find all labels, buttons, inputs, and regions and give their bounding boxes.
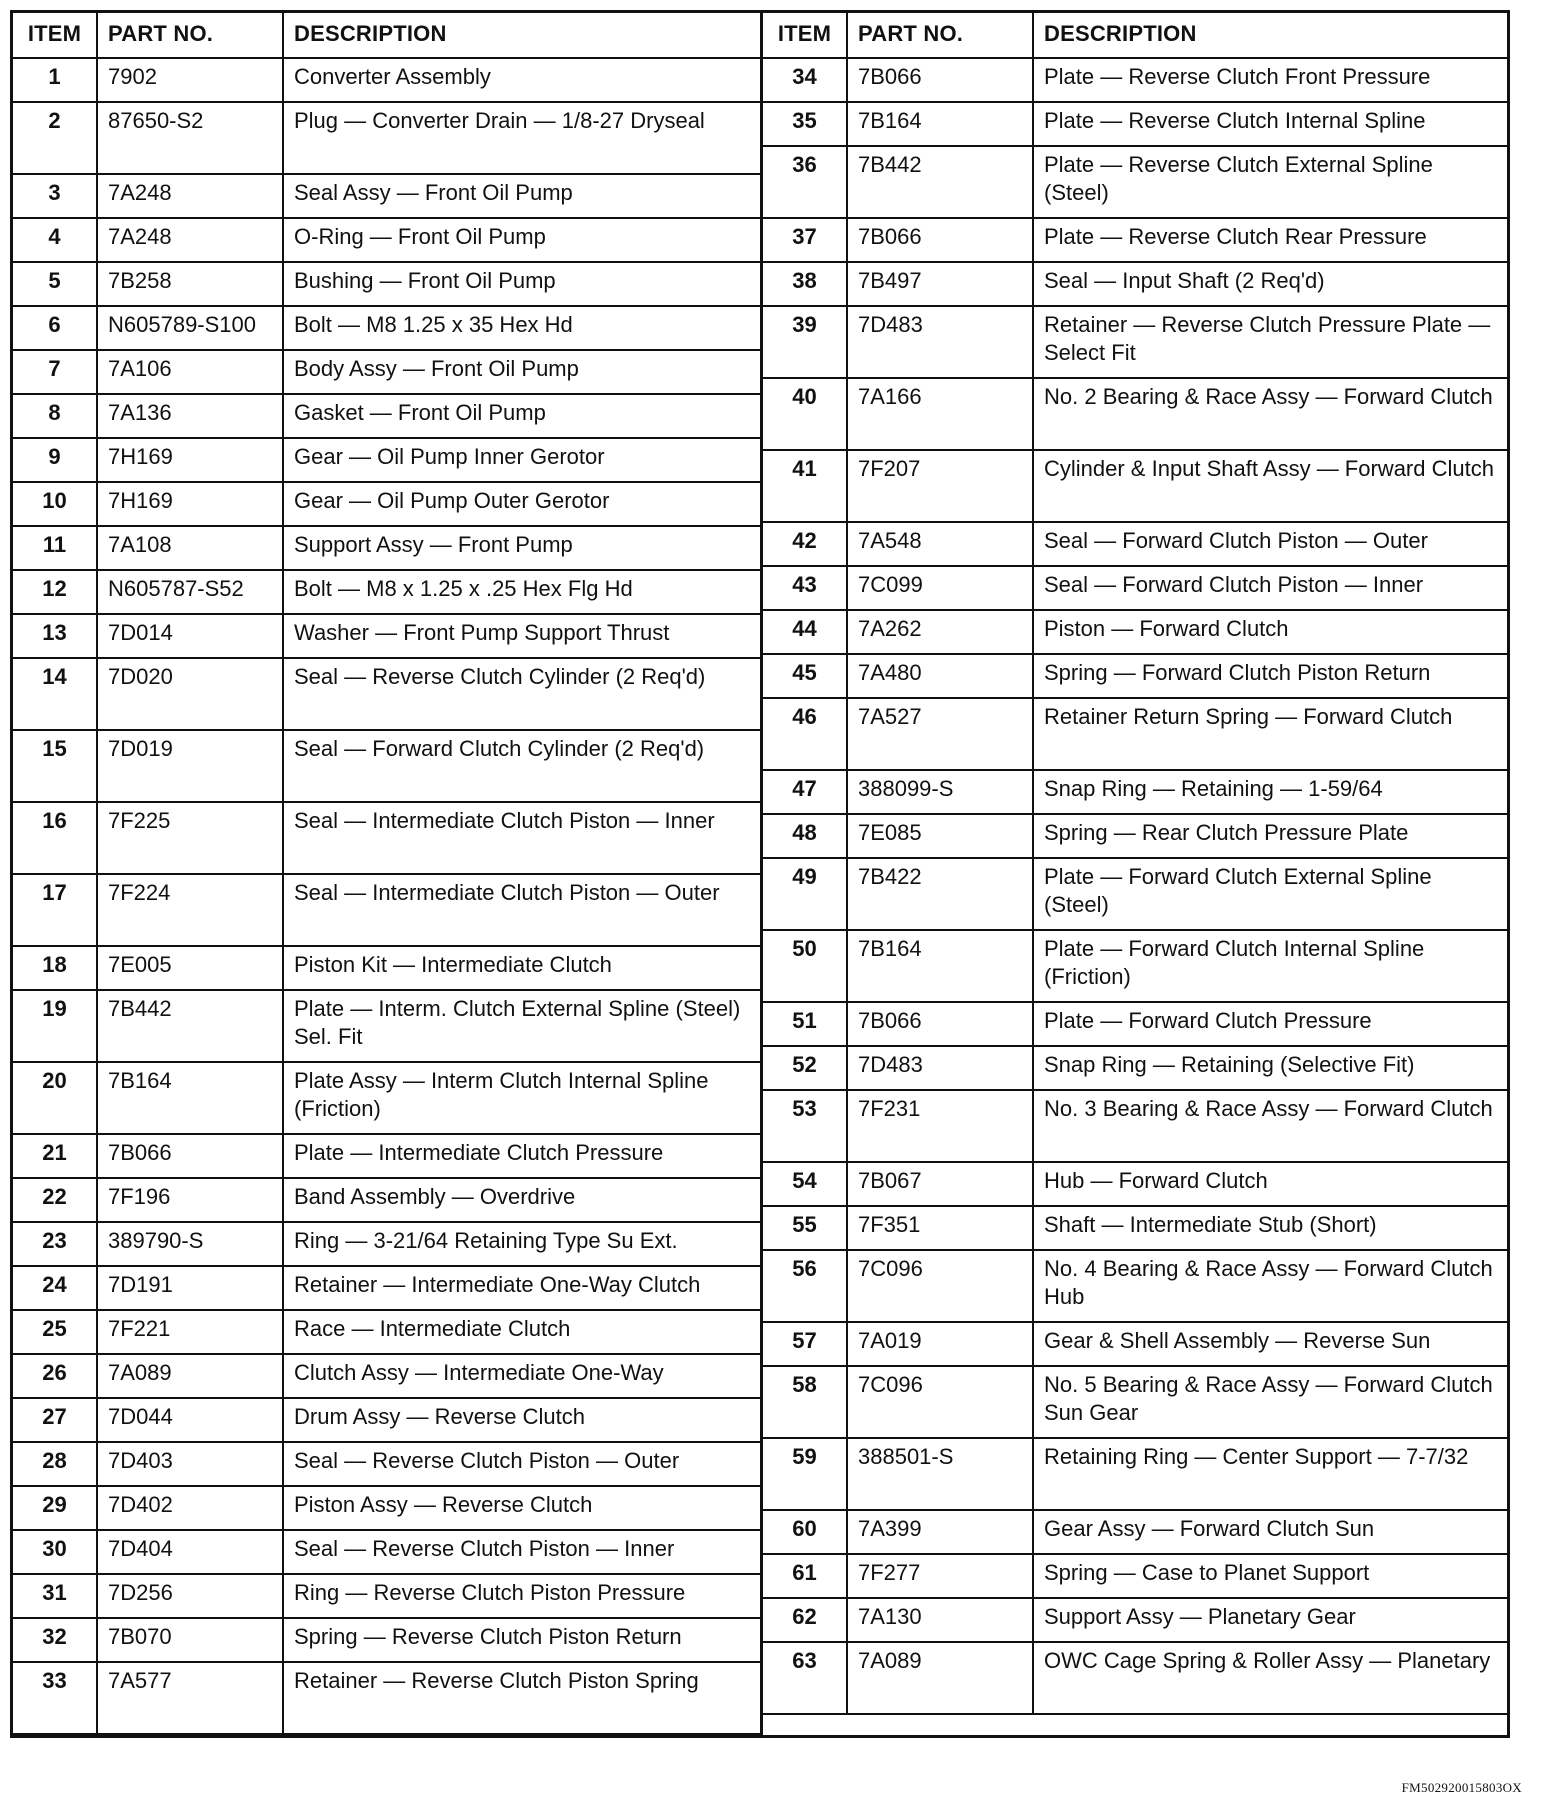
part-no-cell: 7B497 bbox=[847, 262, 1033, 306]
table-row bbox=[13, 946, 760, 990]
description-cell: Converter Assembly bbox=[283, 58, 760, 102]
table-row bbox=[13, 350, 760, 394]
table-header-row bbox=[13, 13, 760, 58]
description-cell: Plate — Intermediate Clutch Pressure bbox=[283, 1134, 760, 1178]
description-cell: Seal — Input Shaft (2 Req'd) bbox=[1033, 262, 1507, 306]
description-cell: Plate Assy — Interm Clutch Internal Spline (Friction) bbox=[283, 1062, 760, 1134]
description-cell: Plate — Reverse Clutch Internal Spline bbox=[1033, 102, 1507, 146]
description-cell: Seal — Reverse Clutch Piston — Outer bbox=[283, 1442, 760, 1486]
description-cell: Plate — Forward Clutch External Spline (Steel) bbox=[1033, 858, 1507, 930]
part-no-cell: 7A019 bbox=[847, 1322, 1033, 1366]
header-item: ITEM bbox=[763, 13, 847, 58]
table-row bbox=[763, 102, 1507, 146]
description-cell: Shaft — Intermediate Stub (Short) bbox=[1033, 1206, 1507, 1250]
table-row bbox=[13, 1178, 760, 1222]
description-cell: Drum Assy — Reverse Clutch bbox=[283, 1398, 760, 1442]
item-cell: 9 bbox=[13, 438, 97, 482]
item-cell: 49 bbox=[763, 858, 847, 930]
figure-code: FM502920015803OX bbox=[1401, 1780, 1522, 1795]
part-no-cell: 7A480 bbox=[847, 654, 1033, 698]
table-row bbox=[13, 218, 760, 262]
description-cell: No. 3 Bearing & Race Assy — Forward Clutch bbox=[1033, 1090, 1507, 1162]
item-cell: 12 bbox=[13, 570, 97, 614]
part-no-cell: 7B442 bbox=[97, 990, 283, 1062]
item-cell: 25 bbox=[13, 1310, 97, 1354]
table-row bbox=[13, 570, 760, 614]
item-cell: 36 bbox=[763, 146, 847, 218]
description-cell: Seal — Forward Clutch Cylinder (2 Req'd) bbox=[283, 730, 760, 802]
item-cell: 40 bbox=[763, 378, 847, 450]
table-row bbox=[763, 858, 1507, 930]
table-row bbox=[13, 874, 760, 946]
part-no-cell: 7B258 bbox=[97, 262, 283, 306]
description-cell: Piston Kit — Intermediate Clutch bbox=[283, 946, 760, 990]
table-row bbox=[13, 394, 760, 438]
parts-table-left bbox=[13, 13, 760, 1735]
description-cell: Hub — Forward Clutch bbox=[1033, 1162, 1507, 1206]
header-description: DESCRIPTION bbox=[283, 13, 760, 58]
part-no-cell: 7F196 bbox=[97, 1178, 283, 1222]
description-cell: Snap Ring — Retaining (Selective Fit) bbox=[1033, 1046, 1507, 1090]
item-cell: 43 bbox=[763, 566, 847, 610]
table-header-row bbox=[763, 13, 1507, 58]
item-cell: 41 bbox=[763, 450, 847, 522]
description-cell: Plate — Reverse Clutch Front Pressure bbox=[1033, 58, 1507, 102]
table-row bbox=[763, 450, 1507, 522]
table-row bbox=[763, 262, 1507, 306]
item-cell: 14 bbox=[13, 658, 97, 730]
description-cell: Gear Assy — Forward Clutch Sun bbox=[1033, 1510, 1507, 1554]
table-row bbox=[13, 174, 760, 218]
parts-table-right bbox=[763, 13, 1507, 1715]
part-no-cell: 7D483 bbox=[847, 1046, 1033, 1090]
item-cell: 37 bbox=[763, 218, 847, 262]
description-cell: Gasket — Front Oil Pump bbox=[283, 394, 760, 438]
item-cell: 42 bbox=[763, 522, 847, 566]
table-row bbox=[763, 1002, 1507, 1046]
part-no-cell: 7D256 bbox=[97, 1574, 283, 1618]
description-cell: Band Assembly — Overdrive bbox=[283, 1178, 760, 1222]
table-row bbox=[763, 1162, 1507, 1206]
part-no-cell: 7A130 bbox=[847, 1598, 1033, 1642]
part-no-cell: 7D019 bbox=[97, 730, 283, 802]
part-no-cell: 7A248 bbox=[97, 174, 283, 218]
table-row bbox=[13, 306, 760, 350]
part-no-cell: 7B164 bbox=[847, 930, 1033, 1002]
item-cell: 39 bbox=[763, 306, 847, 378]
table-row bbox=[763, 1046, 1507, 1090]
table-row bbox=[763, 146, 1507, 218]
description-cell: Retainer — Reverse Clutch Piston Spring bbox=[283, 1662, 760, 1734]
item-cell: 59 bbox=[763, 1438, 847, 1510]
parts-list-sheet bbox=[10, 10, 1510, 1738]
part-no-cell: 7C096 bbox=[847, 1366, 1033, 1438]
part-no-cell: 7A577 bbox=[97, 1662, 283, 1734]
item-cell: 56 bbox=[763, 1250, 847, 1322]
description-cell: Plate — Interm. Clutch External Spline (Steel) Sel. Fit bbox=[283, 990, 760, 1062]
table-row bbox=[13, 1398, 760, 1442]
table-row bbox=[13, 102, 760, 174]
table-row bbox=[13, 1574, 760, 1618]
part-no-cell: 7D014 bbox=[97, 614, 283, 658]
item-cell: 18 bbox=[13, 946, 97, 990]
table-row bbox=[13, 1618, 760, 1662]
part-no-cell: 7A262 bbox=[847, 610, 1033, 654]
part-no-cell: N605787-S52 bbox=[97, 570, 283, 614]
item-cell: 35 bbox=[763, 102, 847, 146]
table-row bbox=[13, 1310, 760, 1354]
item-cell: 20 bbox=[13, 1062, 97, 1134]
description-cell: Gear — Oil Pump Inner Gerotor bbox=[283, 438, 760, 482]
item-cell: 19 bbox=[13, 990, 97, 1062]
description-cell: Plate — Reverse Clutch External Spline (Steel) bbox=[1033, 146, 1507, 218]
part-no-cell: 7F221 bbox=[97, 1310, 283, 1354]
item-cell: 47 bbox=[763, 770, 847, 814]
part-no-cell: 388099-S bbox=[847, 770, 1033, 814]
description-cell: Ring — Reverse Clutch Piston Pressure bbox=[283, 1574, 760, 1618]
part-no-cell: 388501-S bbox=[847, 1438, 1033, 1510]
description-cell: Gear & Shell Assembly — Reverse Sun bbox=[1033, 1322, 1507, 1366]
part-no-cell: 7F277 bbox=[847, 1554, 1033, 1598]
table-row bbox=[13, 1486, 760, 1530]
table-row bbox=[13, 1530, 760, 1574]
part-no-cell: 7A089 bbox=[97, 1354, 283, 1398]
table-row bbox=[763, 698, 1507, 770]
description-cell: Seal — Forward Clutch Piston — Inner bbox=[1033, 566, 1507, 610]
table-row bbox=[763, 1642, 1507, 1714]
table-row bbox=[763, 566, 1507, 610]
table-row bbox=[13, 526, 760, 570]
part-no-cell: 7A106 bbox=[97, 350, 283, 394]
item-cell: 57 bbox=[763, 1322, 847, 1366]
item-cell: 1 bbox=[13, 58, 97, 102]
part-no-cell: 7A166 bbox=[847, 378, 1033, 450]
part-no-cell: 7F224 bbox=[97, 874, 283, 946]
description-cell: Plug — Converter Drain — 1/8-27 Dryseal bbox=[283, 102, 760, 174]
description-cell: Piston — Forward Clutch bbox=[1033, 610, 1507, 654]
item-cell: 13 bbox=[13, 614, 97, 658]
item-cell: 10 bbox=[13, 482, 97, 526]
item-cell: 29 bbox=[13, 1486, 97, 1530]
table-row bbox=[763, 1598, 1507, 1642]
item-cell: 5 bbox=[13, 262, 97, 306]
table-row bbox=[763, 306, 1507, 378]
part-no-cell: 7B067 bbox=[847, 1162, 1033, 1206]
item-cell: 17 bbox=[13, 874, 97, 946]
description-cell: OWC Cage Spring & Roller Assy — Planetary bbox=[1033, 1642, 1507, 1714]
part-no-cell: 7B066 bbox=[97, 1134, 283, 1178]
table-row bbox=[763, 1090, 1507, 1162]
table-row bbox=[763, 1250, 1507, 1322]
description-cell: No. 4 Bearing & Race Assy — Forward Clutch Hub bbox=[1033, 1250, 1507, 1322]
table-row bbox=[13, 730, 760, 802]
item-cell: 60 bbox=[763, 1510, 847, 1554]
description-cell: Race — Intermediate Clutch bbox=[283, 1310, 760, 1354]
description-cell: Plate — Reverse Clutch Rear Pressure bbox=[1033, 218, 1507, 262]
table-row bbox=[763, 378, 1507, 450]
description-cell: Plate — Forward Clutch Pressure bbox=[1033, 1002, 1507, 1046]
part-no-cell: 7B070 bbox=[97, 1618, 283, 1662]
description-cell: Seal Assy — Front Oil Pump bbox=[283, 174, 760, 218]
item-cell: 3 bbox=[13, 174, 97, 218]
item-cell: 48 bbox=[763, 814, 847, 858]
description-cell: Ring — 3-21/64 Retaining Type Su Ext. bbox=[283, 1222, 760, 1266]
item-cell: 7 bbox=[13, 350, 97, 394]
part-no-cell: 7B066 bbox=[847, 58, 1033, 102]
item-cell: 63 bbox=[763, 1642, 847, 1714]
description-cell: Retainer Return Spring — Forward Clutch bbox=[1033, 698, 1507, 770]
item-cell: 21 bbox=[13, 1134, 97, 1178]
description-cell: Spring — Reverse Clutch Piston Return bbox=[283, 1618, 760, 1662]
table-row bbox=[763, 58, 1507, 102]
table-row bbox=[13, 262, 760, 306]
item-cell: 11 bbox=[13, 526, 97, 570]
part-no-cell: 7D403 bbox=[97, 1442, 283, 1486]
table-row bbox=[13, 1662, 760, 1734]
header-part-no: PART NO. bbox=[97, 13, 283, 58]
item-cell: 16 bbox=[13, 802, 97, 874]
part-no-cell: 7C099 bbox=[847, 566, 1033, 610]
description-cell: Clutch Assy — Intermediate One-Way bbox=[283, 1354, 760, 1398]
part-no-cell: 7E085 bbox=[847, 814, 1033, 858]
description-cell: Retainer — Intermediate One-Way Clutch bbox=[283, 1266, 760, 1310]
part-no-cell: 7F351 bbox=[847, 1206, 1033, 1250]
description-cell: Gear — Oil Pump Outer Gerotor bbox=[283, 482, 760, 526]
item-cell: 34 bbox=[763, 58, 847, 102]
table-row bbox=[763, 770, 1507, 814]
description-cell: No. 2 Bearing & Race Assy — Forward Clutch bbox=[1033, 378, 1507, 450]
table-row bbox=[13, 1222, 760, 1266]
part-no-cell: 7H169 bbox=[97, 482, 283, 526]
description-cell: Seal — Intermediate Clutch Piston — Inner bbox=[283, 802, 760, 874]
description-cell: Bolt — M8 1.25 x 35 Hex Hd bbox=[283, 306, 760, 350]
part-no-cell: 7B066 bbox=[847, 1002, 1033, 1046]
description-cell: Piston Assy — Reverse Clutch bbox=[283, 1486, 760, 1530]
part-no-cell: 7F207 bbox=[847, 450, 1033, 522]
table-row bbox=[13, 58, 760, 102]
description-cell: Plate — Forward Clutch Internal Spline (Friction) bbox=[1033, 930, 1507, 1002]
item-cell: 45 bbox=[763, 654, 847, 698]
part-no-cell: 7A248 bbox=[97, 218, 283, 262]
part-no-cell: 7D044 bbox=[97, 1398, 283, 1442]
table-row bbox=[763, 1554, 1507, 1598]
item-cell: 22 bbox=[13, 1178, 97, 1222]
description-cell: Seal — Reverse Clutch Piston — Inner bbox=[283, 1530, 760, 1574]
part-no-cell: 7F225 bbox=[97, 802, 283, 874]
item-cell: 23 bbox=[13, 1222, 97, 1266]
item-cell: 4 bbox=[13, 218, 97, 262]
item-cell: 52 bbox=[763, 1046, 847, 1090]
table-row bbox=[763, 218, 1507, 262]
item-cell: 31 bbox=[13, 1574, 97, 1618]
item-cell: 15 bbox=[13, 730, 97, 802]
description-cell: Seal — Intermediate Clutch Piston — Outer bbox=[283, 874, 760, 946]
table-row bbox=[13, 1266, 760, 1310]
item-cell: 38 bbox=[763, 262, 847, 306]
item-cell: 58 bbox=[763, 1366, 847, 1438]
description-cell: Bushing — Front Oil Pump bbox=[283, 262, 760, 306]
right-parts-column bbox=[763, 13, 1510, 1735]
header-part-no: PART NO. bbox=[847, 13, 1033, 58]
table-row bbox=[763, 654, 1507, 698]
item-cell: 61 bbox=[763, 1554, 847, 1598]
description-cell: O-Ring — Front Oil Pump bbox=[283, 218, 760, 262]
description-cell: Spring — Forward Clutch Piston Return bbox=[1033, 654, 1507, 698]
part-no-cell: 7A527 bbox=[847, 698, 1033, 770]
part-no-cell: 7D402 bbox=[97, 1486, 283, 1530]
description-cell: Seal — Forward Clutch Piston — Outer bbox=[1033, 522, 1507, 566]
part-no-cell: 7B164 bbox=[97, 1062, 283, 1134]
part-no-cell: 7F231 bbox=[847, 1090, 1033, 1162]
part-no-cell: 7B066 bbox=[847, 218, 1033, 262]
description-cell: Retaining Ring — Center Support — 7-7/32 bbox=[1033, 1438, 1507, 1510]
part-no-cell: 87650-S2 bbox=[97, 102, 283, 174]
table-row bbox=[763, 1438, 1507, 1510]
table-row bbox=[13, 658, 760, 730]
table-row bbox=[763, 930, 1507, 1002]
item-cell: 62 bbox=[763, 1598, 847, 1642]
item-cell: 55 bbox=[763, 1206, 847, 1250]
part-no-cell: 7A399 bbox=[847, 1510, 1033, 1554]
table-row bbox=[13, 1442, 760, 1486]
part-no-cell: N605789-S100 bbox=[97, 306, 283, 350]
description-cell: Support Assy — Planetary Gear bbox=[1033, 1598, 1507, 1642]
table-row bbox=[763, 610, 1507, 654]
description-cell: Bolt — M8 x 1.25 x .25 Hex Flg Hd bbox=[283, 570, 760, 614]
table-row bbox=[763, 1206, 1507, 1250]
item-cell: 44 bbox=[763, 610, 847, 654]
part-no-cell: 7D191 bbox=[97, 1266, 283, 1310]
table-row bbox=[763, 814, 1507, 858]
part-no-cell: 7A108 bbox=[97, 526, 283, 570]
description-cell: Cylinder & Input Shaft Assy — Forward Clutch bbox=[1033, 450, 1507, 522]
description-cell: Body Assy — Front Oil Pump bbox=[283, 350, 760, 394]
part-no-cell: 7B164 bbox=[847, 102, 1033, 146]
part-no-cell: 7D483 bbox=[847, 306, 1033, 378]
part-no-cell: 7C096 bbox=[847, 1250, 1033, 1322]
item-cell: 33 bbox=[13, 1662, 97, 1734]
table-row bbox=[13, 990, 760, 1062]
description-cell: Retainer — Reverse Clutch Pressure Plate — Select Fit bbox=[1033, 306, 1507, 378]
item-cell: 30 bbox=[13, 1530, 97, 1574]
part-no-cell: 7E005 bbox=[97, 946, 283, 990]
description-cell: No. 5 Bearing & Race Assy — Forward Clutch Sun Gear bbox=[1033, 1366, 1507, 1438]
item-cell: 28 bbox=[13, 1442, 97, 1486]
table-row bbox=[13, 1134, 760, 1178]
description-cell: Support Assy — Front Pump bbox=[283, 526, 760, 570]
item-cell: 8 bbox=[13, 394, 97, 438]
table-row bbox=[763, 1366, 1507, 1438]
part-no-cell: 7B422 bbox=[847, 858, 1033, 930]
table-row bbox=[13, 482, 760, 526]
header-description: DESCRIPTION bbox=[1033, 13, 1507, 58]
description-cell: Spring — Case to Planet Support bbox=[1033, 1554, 1507, 1598]
table-row bbox=[13, 438, 760, 482]
description-cell: Spring — Rear Clutch Pressure Plate bbox=[1033, 814, 1507, 858]
item-cell: 32 bbox=[13, 1618, 97, 1662]
item-cell: 46 bbox=[763, 698, 847, 770]
item-cell: 54 bbox=[763, 1162, 847, 1206]
table-row bbox=[13, 1354, 760, 1398]
part-no-cell: 7B442 bbox=[847, 146, 1033, 218]
part-no-cell: 7A136 bbox=[97, 394, 283, 438]
description-cell: Washer — Front Pump Support Thrust bbox=[283, 614, 760, 658]
item-cell: 6 bbox=[13, 306, 97, 350]
table-row bbox=[763, 522, 1507, 566]
item-cell: 24 bbox=[13, 1266, 97, 1310]
item-cell: 26 bbox=[13, 1354, 97, 1398]
item-cell: 50 bbox=[763, 930, 847, 1002]
part-no-cell: 389790-S bbox=[97, 1222, 283, 1266]
description-cell: Seal — Reverse Clutch Cylinder (2 Req'd) bbox=[283, 658, 760, 730]
part-no-cell: 7H169 bbox=[97, 438, 283, 482]
part-no-cell: 7D020 bbox=[97, 658, 283, 730]
header-item: ITEM bbox=[13, 13, 97, 58]
description-cell: Snap Ring — Retaining — 1-59/64 bbox=[1033, 770, 1507, 814]
item-cell: 51 bbox=[763, 1002, 847, 1046]
left-parts-column bbox=[10, 13, 763, 1735]
table-row bbox=[13, 802, 760, 874]
item-cell: 53 bbox=[763, 1090, 847, 1162]
table-row bbox=[13, 614, 760, 658]
part-no-cell: 7A548 bbox=[847, 522, 1033, 566]
table-row bbox=[13, 1062, 760, 1134]
part-no-cell: 7A089 bbox=[847, 1642, 1033, 1714]
part-no-cell: 7902 bbox=[97, 58, 283, 102]
item-cell: 2 bbox=[13, 102, 97, 174]
item-cell: 27 bbox=[13, 1398, 97, 1442]
part-no-cell: 7D404 bbox=[97, 1530, 283, 1574]
table-row bbox=[763, 1322, 1507, 1366]
table-row bbox=[763, 1510, 1507, 1554]
